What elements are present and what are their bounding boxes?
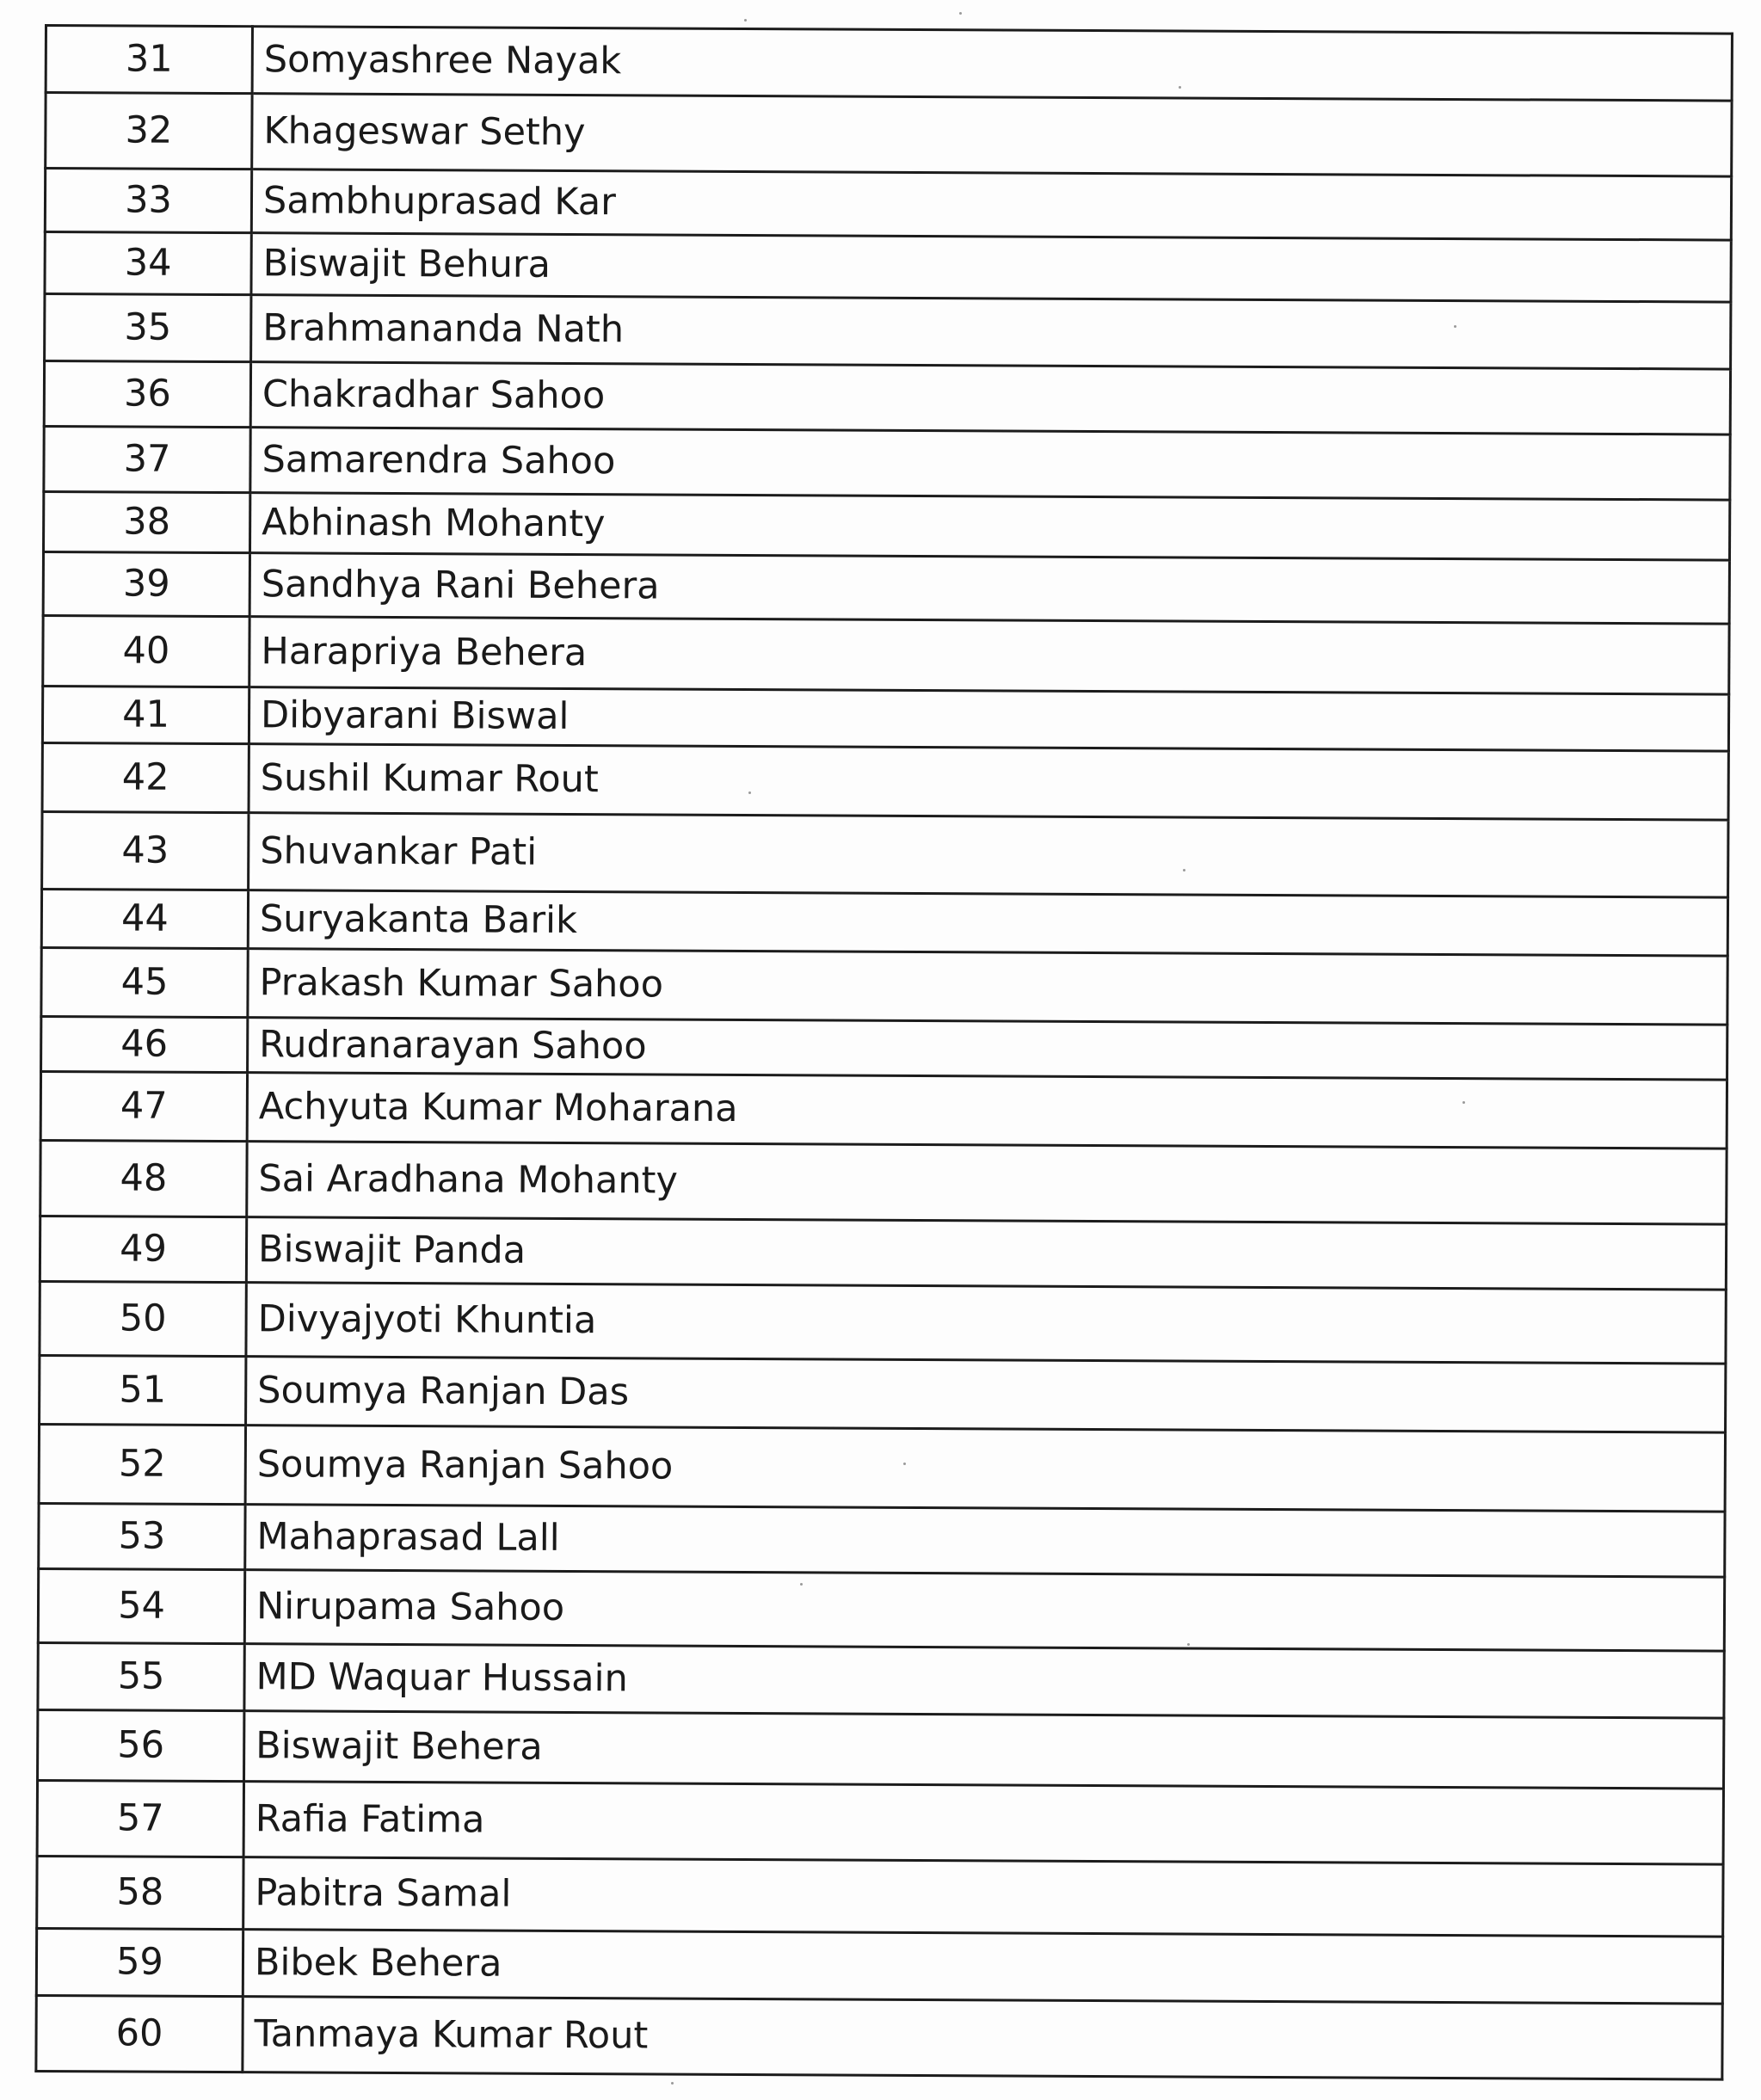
person-name: Rudranarayan Sahoo (248, 1018, 1727, 1080)
serial-number: 49 (40, 1216, 246, 1282)
person-name: Divyajyoti Khuntia (246, 1283, 1726, 1364)
serial-number: 43 (42, 811, 249, 890)
table-row (44, 492, 1730, 561)
table-row (37, 1780, 1723, 1864)
serial-number: 34 (45, 232, 251, 295)
person-name: Tanmaya Kumar Rout (243, 1997, 1722, 2079)
person-name: Biswajit Behura (251, 233, 1731, 302)
table-row (44, 427, 1730, 501)
table-row (36, 1995, 1722, 2079)
name-list-table (34, 24, 1733, 2081)
table-row (43, 615, 1729, 694)
serial-number: 36 (44, 361, 250, 428)
table-row (41, 1016, 1727, 1080)
person-name: Soumya Ranjan Sahoo (245, 1426, 1725, 1512)
person-name: Harapriya Behera (249, 617, 1729, 694)
serial-number: 55 (38, 1642, 244, 1710)
serial-number: 47 (40, 1071, 247, 1141)
person-name: Dibyarani Biswal (249, 687, 1728, 751)
person-name: Prakash Kumar Sahoo (248, 949, 1727, 1025)
scan-speck (1183, 869, 1185, 871)
table-row (40, 1071, 1727, 1149)
table-row (37, 1856, 1723, 1937)
person-name: Shuvankar Pati (249, 813, 1728, 897)
person-name: Khageswar Sethy (252, 94, 1732, 176)
table-row (39, 1424, 1725, 1512)
table-row (38, 1568, 1724, 1651)
person-name: Nirupama Sahoo (244, 1570, 1724, 1651)
person-name: Brahmananda Nath (251, 295, 1731, 369)
serial-number: 39 (43, 552, 249, 617)
person-name: Soumya Ranjan Das (246, 1357, 1726, 1432)
person-name: Biswajit Behera (244, 1711, 1724, 1789)
serial-number: 50 (40, 1281, 246, 1356)
person-name: Chakradhar Sahoo (250, 362, 1730, 434)
person-name: Suryakanta Barik (248, 890, 1727, 956)
table-row (42, 686, 1728, 751)
scan-speck (1454, 325, 1456, 328)
table-row (46, 93, 1732, 177)
person-name: Somyashree Nayak (252, 27, 1732, 101)
table-row (45, 294, 1731, 370)
serial-number: 59 (36, 1928, 243, 1996)
serial-number: 51 (40, 1355, 246, 1425)
person-name: Sai Aradhana Mohanty (247, 1142, 1727, 1224)
table-row (41, 889, 1727, 956)
table-row (40, 1355, 1726, 1432)
table-row (39, 1503, 1725, 1577)
serial-number: 32 (46, 93, 252, 169)
serial-number: 44 (41, 889, 248, 948)
table-row (40, 1281, 1726, 1364)
table-row (44, 361, 1730, 435)
person-name: Sushil Kumar Rout (249, 744, 1728, 820)
serial-number: 41 (42, 686, 249, 743)
table-row (41, 947, 1727, 1025)
person-name: Abhinash Mohanty (249, 493, 1729, 560)
person-name: Sandhya Rani Behera (249, 553, 1729, 624)
serial-number: 42 (42, 742, 249, 812)
scan-speck (1462, 1101, 1465, 1104)
table-row (45, 232, 1731, 303)
serial-number: 57 (37, 1780, 243, 1857)
scan-speck (959, 12, 962, 15)
scan-speck (744, 19, 747, 22)
person-name: Biswajit Panda (246, 1217, 1726, 1290)
serial-number: 40 (43, 615, 249, 687)
serial-number: 45 (41, 947, 248, 1017)
person-name: Sambhuprasad Kar (251, 169, 1731, 240)
person-name: Bibek Behera (243, 1930, 1722, 2004)
scan-speck (1187, 1643, 1190, 1646)
table-row (42, 742, 1728, 820)
serial-number: 52 (39, 1424, 245, 1504)
serial-number: 60 (36, 1995, 243, 2072)
person-name: Rafia Fatima (243, 1782, 1723, 1864)
serial-number: 38 (44, 492, 250, 553)
scan-speck (748, 791, 751, 794)
table-row (36, 1928, 1722, 2004)
table-row (38, 1642, 1724, 1718)
table-row (40, 1140, 1727, 1224)
serial-number: 54 (38, 1568, 244, 1643)
scan-speck (671, 2082, 674, 2085)
serial-number: 53 (39, 1503, 245, 1569)
serial-number: 33 (45, 169, 251, 233)
table-row (43, 552, 1729, 625)
person-name: MD Waquar Hussain (244, 1644, 1724, 1718)
table-row (38, 1709, 1724, 1789)
person-name: Samarendra Sahoo (250, 428, 1730, 500)
table-row (45, 169, 1731, 241)
scan-speck (800, 1583, 803, 1586)
serial-number: 31 (46, 26, 252, 94)
table-row (46, 26, 1732, 102)
table-row (42, 811, 1728, 897)
person-name: Mahaprasad Lall (245, 1505, 1725, 1577)
serial-number: 48 (40, 1140, 247, 1216)
scan-speck (903, 1463, 906, 1465)
person-name: Pabitra Samal (243, 1857, 1723, 1937)
serial-number: 56 (38, 1709, 244, 1781)
serial-number: 58 (37, 1856, 243, 1929)
table-row (40, 1216, 1726, 1290)
scan-speck (1179, 86, 1181, 89)
person-name: Achyuta Kumar Moharana (247, 1073, 1727, 1149)
serial-number: 37 (44, 427, 250, 493)
serial-number: 46 (41, 1016, 248, 1072)
serial-number: 35 (45, 294, 251, 362)
